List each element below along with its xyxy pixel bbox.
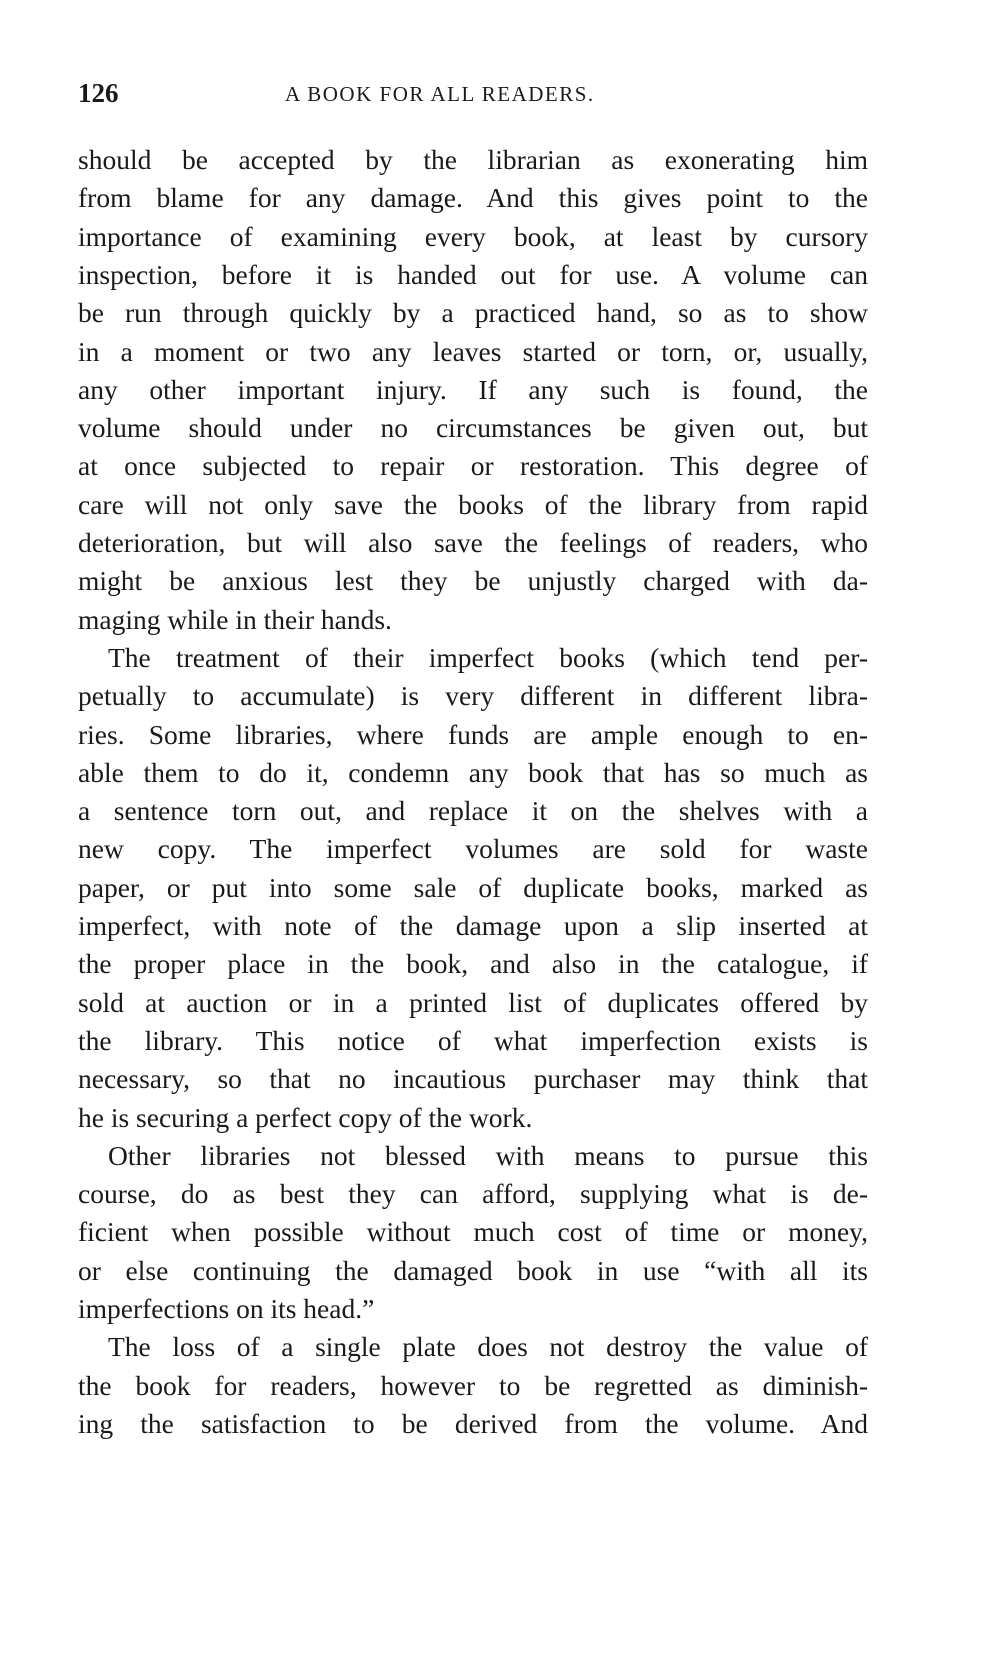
running-title: A BOOK FOR ALL READERS.	[285, 82, 595, 106]
text-line: should be accepted by the librarian as exonerating him	[78, 144, 868, 175]
text-line: course, do as best they can afford, supplying what is de-	[78, 1178, 868, 1210]
text-line: from blame for any damage. And this gives point to the	[78, 182, 868, 214]
text-line: ing the satisfaction to be derived from the volume. And	[78, 1407, 868, 1439]
text-line: imperfect, with note of the damage upon a slip inserted at	[78, 910, 868, 941]
text-line: a sentence torn out, and replace it on the shelves with a	[78, 795, 868, 827]
text-line: importance of examining every book, at least by cursory	[78, 220, 868, 252]
text-line: able them to do it, condemn any book that has so much as	[78, 756, 868, 788]
text-line: volume should under no circumstances be given out, but	[78, 412, 868, 444]
text-line: The treatment of their imperfect books (which tend per-	[108, 641, 868, 673]
text-line: care will not only save the books of the library from rapid	[78, 488, 868, 520]
text-line: necessary, so that no incautious purchaser may think that	[78, 1063, 868, 1095]
text-line: paper, or put into some sale of duplicate books, marked as	[78, 871, 868, 903]
text-line: The loss of a single plate does not destroy the value of	[108, 1331, 868, 1363]
text-line: petually to accumulate) is very different in different libra-	[78, 680, 868, 712]
text-line: be run through quickly by a practiced hand, so as to show	[78, 297, 868, 329]
text-line: ficient when possible without much cost of time or money,	[78, 1216, 868, 1248]
text-line: Other libraries not blessed with means to pursue this	[108, 1139, 868, 1171]
text-line: might be anxious lest they be unjustly charged with da-	[78, 565, 868, 597]
page-number: 126	[78, 78, 119, 108]
text-line: imperfections on its head.”	[78, 1293, 375, 1324]
text-line: maging while in their hands.	[78, 603, 392, 635]
text-line: new copy. The imperfect volumes are sold for waste	[78, 833, 868, 865]
text-line: at once subjected to repair or restoration. This degree of	[78, 450, 868, 482]
text-line: the library. This notice of what imperfection exists is	[78, 1024, 868, 1056]
text-line: in a moment or two any leaves started or torn, or, usually,	[78, 335, 868, 367]
text-line: he is securing a perfect copy of the work.	[78, 1101, 533, 1133]
text-line: sold at auction or in a printed list of duplicates offered by	[78, 986, 868, 1018]
text-line: deterioration, but will also save the feelings of readers, who	[78, 527, 868, 558]
text-line: or else continuing the damaged book in use “with all its	[78, 1254, 868, 1286]
text-line: the book for readers, however to be regretted as diminish-	[78, 1369, 868, 1401]
text-line: ries. Some libraries, where funds are ample enough to en-	[78, 718, 868, 750]
text-line: inspection, before it is handed out for use. A volume can	[78, 258, 868, 290]
text-line: any other important injury. If any such is found, the	[78, 373, 868, 405]
text-line: the proper place in the book, and also in the catalogue, if	[78, 948, 868, 980]
